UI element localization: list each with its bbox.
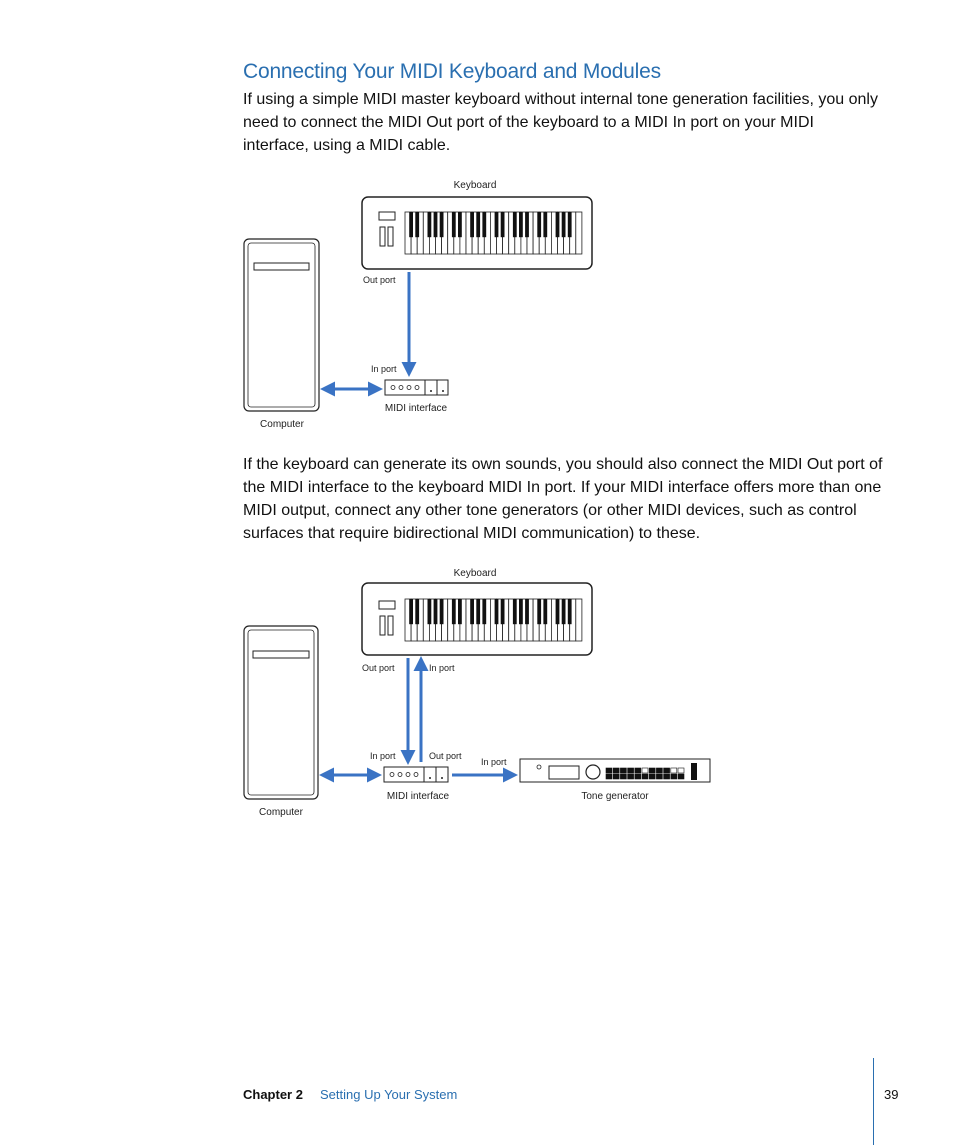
black-key bbox=[537, 599, 541, 624]
tone-generator-button bbox=[649, 768, 655, 773]
tone-generator-button bbox=[606, 774, 612, 779]
black-key bbox=[476, 212, 480, 237]
footer-chapter-title: Setting Up Your System bbox=[320, 1087, 458, 1102]
tone-generator-device bbox=[520, 759, 710, 782]
tone-generator-button bbox=[671, 768, 677, 773]
tone-generator-button bbox=[628, 768, 634, 773]
tone-generator-button bbox=[656, 768, 662, 773]
interface-in-port-label: In port bbox=[371, 364, 397, 374]
black-key bbox=[519, 212, 523, 237]
tone-generator-button bbox=[642, 768, 648, 773]
computer-device bbox=[244, 239, 319, 411]
piano-keys bbox=[405, 212, 582, 254]
interface-in-port-label: In port bbox=[370, 751, 396, 761]
tone-generator-button bbox=[635, 768, 641, 773]
black-key bbox=[482, 599, 486, 624]
tone-generator-button bbox=[628, 774, 634, 779]
black-key bbox=[428, 212, 432, 237]
black-key bbox=[476, 599, 480, 624]
tone-generator-in-port-label: In port bbox=[481, 757, 507, 767]
keyboard-out-port-label: Out port bbox=[363, 275, 396, 285]
black-key bbox=[525, 212, 529, 237]
black-key bbox=[537, 212, 541, 237]
black-key bbox=[440, 599, 444, 624]
black-key bbox=[440, 212, 444, 237]
second-paragraph: If the keyboard can generate its own sounds, you should also connect the MIDI Out port of the MIDI interface to the keyboard MIDI In port. If your MIDI interface offers more than one MIDI output, connect any other tone generators (or other MIDI devices, such as control surfaces that require bidirectional MIDI communication) to these. bbox=[243, 456, 883, 542]
tone-generator-label: Tone generator bbox=[581, 791, 649, 802]
black-key bbox=[458, 212, 462, 237]
black-key bbox=[452, 599, 456, 624]
keyboard-device bbox=[362, 583, 592, 655]
black-key bbox=[543, 212, 547, 237]
black-key bbox=[428, 599, 432, 624]
black-key bbox=[568, 599, 572, 624]
black-key bbox=[501, 599, 505, 624]
tone-generator-button bbox=[671, 774, 677, 779]
black-key bbox=[415, 212, 419, 237]
black-key bbox=[543, 599, 547, 624]
tone-generator-button bbox=[656, 774, 662, 779]
keyboard-label: Keyboard bbox=[453, 568, 497, 579]
keyboard-out-port-label: Out port bbox=[362, 663, 395, 673]
tone-generator-button bbox=[664, 774, 670, 779]
black-key bbox=[562, 212, 566, 237]
black-key bbox=[495, 212, 499, 237]
midi-interface-label: MIDI interface bbox=[384, 403, 448, 414]
black-key bbox=[495, 599, 499, 624]
section-heading: Connecting Your MIDI Keyboard and Modules bbox=[243, 60, 661, 83]
black-key bbox=[482, 212, 486, 237]
tone-generator-button bbox=[642, 774, 648, 779]
tone-generator-button bbox=[635, 774, 641, 779]
tone-generator-button bbox=[678, 768, 684, 773]
computer-label: Computer bbox=[259, 807, 303, 818]
black-key bbox=[562, 599, 566, 624]
black-key bbox=[409, 212, 413, 237]
white-key bbox=[576, 212, 582, 254]
black-key bbox=[568, 212, 572, 237]
black-key bbox=[458, 599, 462, 624]
tone-generator-button bbox=[620, 774, 626, 779]
black-key bbox=[513, 599, 517, 624]
black-key bbox=[452, 212, 456, 237]
black-key bbox=[519, 599, 523, 624]
midi-diagram-simple bbox=[0, 170, 954, 450]
computer-label: Computer bbox=[260, 419, 304, 430]
tone-generator-button bbox=[606, 768, 612, 773]
page-number: 39 bbox=[884, 1087, 899, 1102]
intro-paragraph: If using a simple MIDI master keyboard without internal tone generation facilities, you only need to connect the MIDI Out port of the keyboard to a MIDI In port on your MIDI interface, using a MIDI cable. bbox=[243, 91, 878, 154]
black-key bbox=[513, 212, 517, 237]
black-key bbox=[470, 212, 474, 237]
tone-generator-button bbox=[620, 768, 626, 773]
black-key bbox=[434, 599, 438, 624]
midi-interface-device bbox=[385, 380, 448, 395]
tone-generator-button bbox=[664, 768, 670, 773]
piano-keys bbox=[405, 599, 582, 641]
black-key bbox=[556, 212, 560, 237]
interface-out-port-label: Out port bbox=[429, 751, 462, 761]
black-key bbox=[415, 599, 419, 624]
black-key bbox=[501, 212, 505, 237]
black-key bbox=[409, 599, 413, 624]
computer-device bbox=[244, 626, 318, 799]
black-key bbox=[525, 599, 529, 624]
midi-interface-device bbox=[384, 767, 448, 782]
black-key bbox=[434, 212, 438, 237]
keyboard-label: Keyboard bbox=[453, 180, 497, 191]
footer-divider bbox=[873, 1058, 874, 1145]
tone-generator-button bbox=[613, 774, 619, 779]
keyboard-device bbox=[362, 197, 592, 269]
midi-interface-label: MIDI interface bbox=[386, 791, 450, 802]
black-key bbox=[470, 599, 474, 624]
keyboard-in-port-label: In port bbox=[429, 663, 455, 673]
white-key bbox=[576, 599, 582, 641]
black-key bbox=[556, 599, 560, 624]
tone-generator-button bbox=[613, 768, 619, 773]
midi-diagram-full bbox=[0, 558, 954, 828]
footer-chapter: Chapter 2 bbox=[243, 1087, 303, 1102]
tone-generator-button bbox=[649, 774, 655, 779]
tone-generator-button bbox=[678, 774, 684, 779]
